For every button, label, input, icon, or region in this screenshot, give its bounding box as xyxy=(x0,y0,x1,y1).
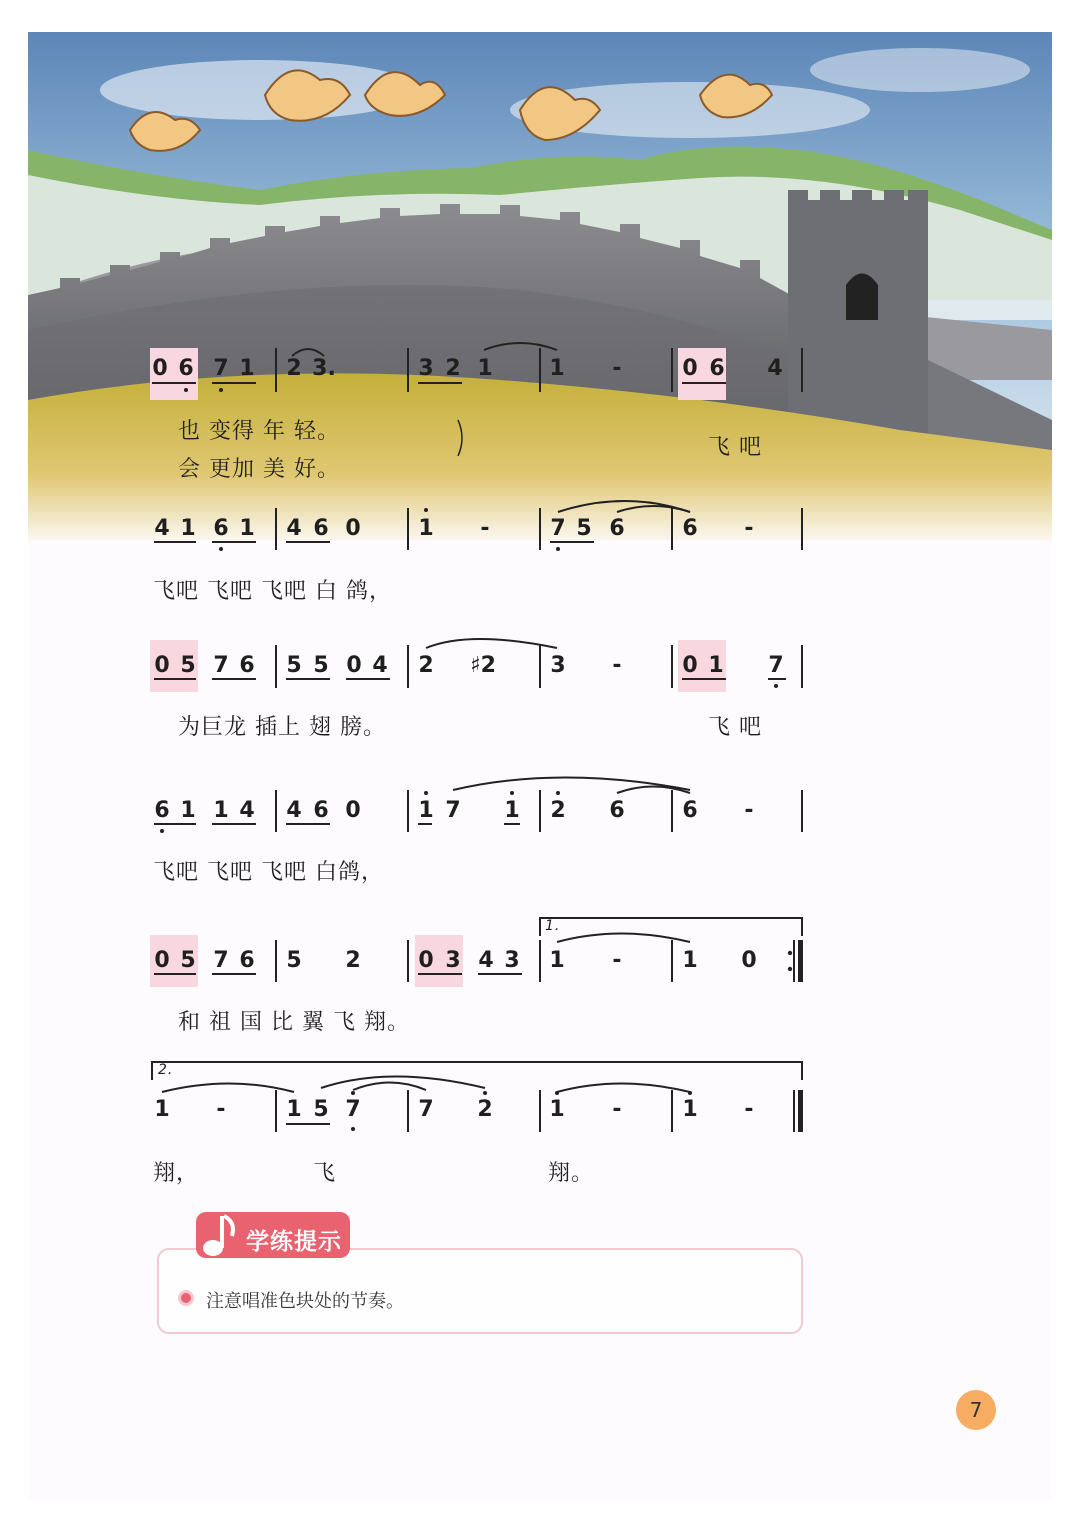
lyric-word: 飞 xyxy=(313,1161,337,1186)
note: 6 xyxy=(682,516,698,541)
note: 5 xyxy=(313,1097,329,1122)
note: 0 xyxy=(345,798,361,823)
note: 0 xyxy=(152,356,168,381)
tip-header xyxy=(196,1212,350,1258)
note: 5 xyxy=(180,653,196,678)
note: - xyxy=(612,948,622,973)
note: 1 xyxy=(180,798,196,823)
page-number: 7 xyxy=(956,1390,996,1430)
note: 6 xyxy=(609,516,625,541)
note: 6 xyxy=(213,516,229,541)
note: 6 xyxy=(239,653,255,678)
note: 1 xyxy=(682,948,698,973)
note: 7 xyxy=(768,653,784,678)
tip-text: 注意唱准色块处的节奏。 xyxy=(206,1291,404,1312)
music-note-icon xyxy=(200,1212,240,1258)
note: 6 xyxy=(313,798,329,823)
note: 3. xyxy=(312,356,336,381)
note: 6 xyxy=(239,948,255,973)
note: 1 xyxy=(286,1097,302,1122)
note: 1 xyxy=(154,1097,170,1122)
note: 1 xyxy=(213,798,229,823)
note: 6 xyxy=(154,798,170,823)
lyric-line: 为巨龙 插上 翅 膀。 xyxy=(178,715,386,740)
note: 3 xyxy=(504,948,520,973)
note: 1 xyxy=(682,1097,698,1122)
note: 6 xyxy=(682,798,698,823)
note: 0 xyxy=(682,653,698,678)
note: 5 xyxy=(286,653,302,678)
note: 2 xyxy=(550,798,566,823)
note: - xyxy=(612,1097,622,1122)
note: 2 xyxy=(345,948,361,973)
note: 0 xyxy=(154,653,170,678)
note: ♯2 xyxy=(470,653,496,678)
note: 1 xyxy=(418,798,434,823)
note: 3 xyxy=(445,948,461,973)
volta-label: 1. xyxy=(545,918,561,934)
note: 1 xyxy=(708,653,724,678)
note: 0 xyxy=(345,516,361,541)
note: 0 xyxy=(346,653,362,678)
note: 0 xyxy=(154,948,170,973)
great-wall-illustration xyxy=(0,0,1080,540)
note: 7 xyxy=(550,516,566,541)
note: 7 xyxy=(213,653,229,678)
note: 0 xyxy=(741,948,757,973)
note: 4 xyxy=(767,356,783,381)
note: 1 xyxy=(418,516,434,541)
note: - xyxy=(744,798,754,823)
note: 1 xyxy=(180,516,196,541)
note: - xyxy=(744,516,754,541)
note: 7 xyxy=(345,1097,361,1122)
note: 4 xyxy=(372,653,388,678)
note: - xyxy=(216,1097,226,1122)
note: 4 xyxy=(478,948,494,973)
bullet-dot-icon xyxy=(181,1293,191,1303)
note: 1 xyxy=(239,356,255,381)
lyric-pickup: 飞 吧 xyxy=(708,715,762,740)
note: 1 xyxy=(239,516,255,541)
lyric-word: 翔。 xyxy=(548,1161,595,1186)
note: 2 xyxy=(445,356,461,381)
note: 1 xyxy=(549,1097,565,1122)
note: 6 xyxy=(313,516,329,541)
lyric-pickup: 飞 吧 xyxy=(708,435,762,460)
note: 3 xyxy=(418,356,434,381)
lyric-line: 会 更加 美 好。 xyxy=(178,457,340,482)
note: 3 xyxy=(550,653,566,678)
note: 1 xyxy=(477,356,493,381)
lyric-line: 飞吧 飞吧 飞吧 白 鸽， xyxy=(153,579,392,604)
note: 2 xyxy=(418,653,434,678)
note: 4 xyxy=(286,516,302,541)
note: 6 xyxy=(178,356,194,381)
note: 5 xyxy=(286,948,302,973)
note: 4 xyxy=(239,798,255,823)
lyric-line: 飞吧 飞吧 飞吧 白鸽， xyxy=(153,860,384,885)
note: 5 xyxy=(576,516,592,541)
note: - xyxy=(612,356,622,381)
lyric-line: 和 祖 国 比 翼 飞 翔。 xyxy=(178,1010,410,1035)
tip-title: 学练提示 xyxy=(246,1229,342,1255)
note: 1 xyxy=(504,798,520,823)
volta-label: 2. xyxy=(158,1062,174,1078)
note: - xyxy=(744,1097,754,1122)
note: 5 xyxy=(313,653,329,678)
note: 2 xyxy=(477,1097,493,1122)
note: 4 xyxy=(154,516,170,541)
note: 6 xyxy=(609,798,625,823)
note: 1 xyxy=(549,948,565,973)
note: 4 xyxy=(286,798,302,823)
note: 7 xyxy=(213,356,229,381)
note: - xyxy=(612,653,622,678)
note: 7 xyxy=(418,1097,434,1122)
note: 0 xyxy=(418,948,434,973)
note: 7 xyxy=(213,948,229,973)
lyric-word: 翔， xyxy=(153,1161,200,1186)
note: 1 xyxy=(549,356,565,381)
note: 0 xyxy=(682,356,698,381)
note: 5 xyxy=(180,948,196,973)
note: 6 xyxy=(709,356,725,381)
note: 7 xyxy=(445,798,461,823)
lyric-line: 也 变得 年 轻。 xyxy=(178,419,340,444)
note: 2 xyxy=(286,356,302,381)
note: - xyxy=(480,516,490,541)
